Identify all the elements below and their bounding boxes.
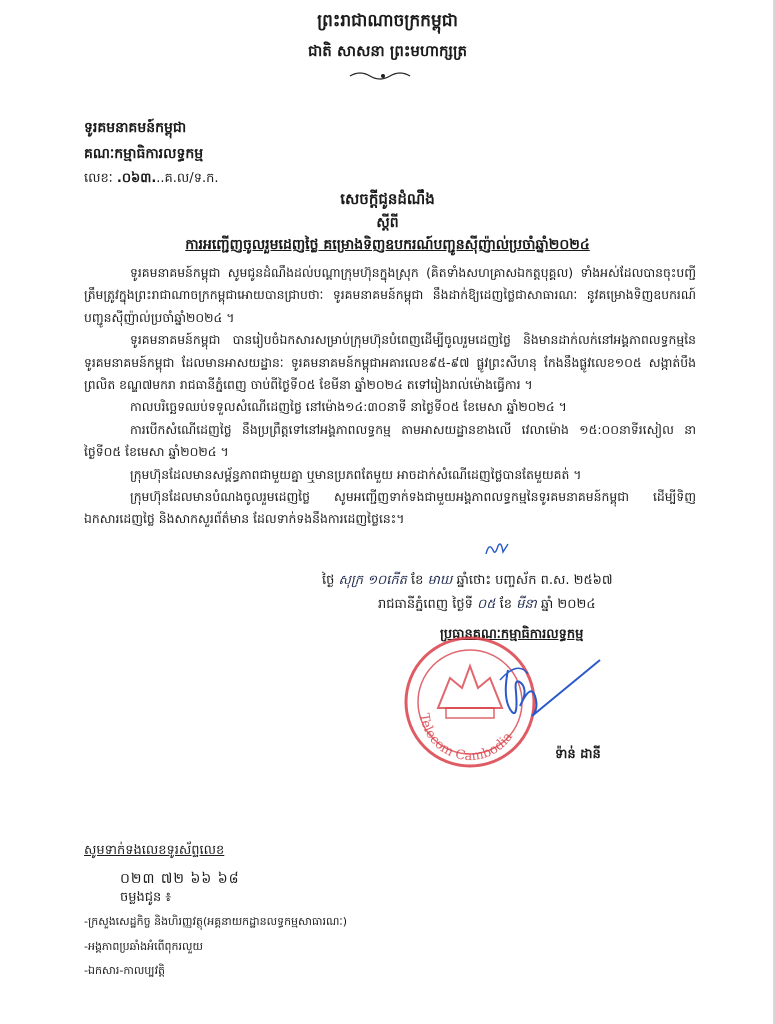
body-paragraph-5: ក្រុមហ៊ុនដែលមានសម្ព័ន្ធភាពជាមួយគ្នា ឬមានប្រភពតែមួយ អាចដាក់សំណើដេញថ្លៃបានតែមួយគត់ ។ bbox=[130, 466, 582, 482]
ornament-divider-icon bbox=[348, 70, 418, 82]
reference-label: លេខៈ bbox=[84, 171, 113, 186]
signatory-title: ប្រធានគណៈកម្មាធិការលទ្ធកម្ម bbox=[440, 627, 584, 642]
contact-label: សូមទាក់ទងលេខទូរស័ព្ទលេខ bbox=[84, 843, 225, 858]
notice-body bbox=[84, 262, 696, 531]
lunar-date: ថ្ងៃ សុក្រ ១០កើត ខែ មាឃ ឆ្នាំថោះ បញ្ចស័ក ព.ស. ២៥៦៧ bbox=[322, 573, 613, 588]
notice-subject-label: ស្តីពី bbox=[376, 215, 399, 231]
solar-month-handwritten: មីនា bbox=[516, 597, 537, 612]
signatory-name: ទ៉ាន់ ដានី bbox=[555, 747, 601, 762]
cc-label: ចម្លងជូន ៖ bbox=[120, 890, 172, 905]
body-paragraph-4: ការបើកសំណើដេញថ្លៃ នឹងប្រព្រឹត្តទៅនៅអង្គភាពលទ្ធកម្ម តាមអាសយដ្ឋានខាងលើ វេលាម៉ោង ១៥:០០នាទីរសៀល នាថ្ងៃទី០៥ ខែមេសា ឆ្នាំ២០២៤ ។ bbox=[84, 421, 696, 460]
body-paragraph-6: ក្រុមហ៊ុនដែលមានបំណងចូលរួមដេញថ្លៃ សូមអញ្ជើញទាក់ទងជាមួយអង្គភាពលទ្ធកម្មនៃទូរគមនាគមន៍កម្ពុជា ដើម្បីទិញឯកសារដេញថ្លៃ និងសាកសួរព័ត៌មាន ដែលទាក់ទងនឹងការដេញថ្លៃនេះ។ bbox=[84, 489, 696, 527]
lunar-month-handwritten: មាឃ bbox=[427, 573, 453, 588]
sender-org: ទូរគមនាគមន៍កម្ពុជា bbox=[84, 120, 187, 136]
notice-subject: ការអញ្ជើញចូលរួមដេញថ្លៃ គម្រោងទិញឧបករណ៍បញ្ជូនស៊ីញ៉ាល់ប្រចាំឆ្នាំ២០២៤ bbox=[185, 237, 590, 253]
handwritten-signature-icon bbox=[488, 640, 608, 740]
reference-suffix: ..គ.ល/ទ.ក. bbox=[156, 171, 219, 186]
lunar-num-handwritten: ១០កើត bbox=[367, 573, 407, 588]
body-paragraph-1: ទូរគមនាគមន៍កម្ពុជា សូមជូនដំណឹងដល់បណ្តាក្រុមហ៊ុនក្នុងស្រុក (គិតទាំងសហគ្រាសឯកត្តបុគ្គល) ទាំងអស់ដែលបានចុះបញ្ជីត្រឹមត្រូវក្នុងព្រះរាជាណាចក្រកម្ពុជាអោយបានជ្រាបថាៈ ទូរគមនាគមន៍កម្ពុជា នឹងដាក់ឱ្យដេញថ្លៃជាសាធារណៈ នូវគម្រោងទិញឧបករណ៍បញ្ជូនស៊ីញ៉ាល់ប្រចាំឆ្នាំ២០២៤ ។ bbox=[84, 265, 696, 325]
notice-title: សេចក្តីជូនដំណឹង bbox=[340, 190, 435, 208]
solar-date: រាជធានីភ្នំពេញ ថ្ងៃទី ០៥ ខែ មីនា ឆ្នាំ ២០២៤ bbox=[378, 597, 596, 612]
motto-line-2: ជាតិ សាសនា ព្រះមហាក្សត្រ bbox=[308, 42, 467, 60]
contact-phone: ០២៣ ៧២ ៦៦ ៦៨ bbox=[120, 871, 240, 887]
lunar-day-handwritten: សុក្រ bbox=[338, 573, 364, 588]
cc-recipient-2: -អង្គភាពប្រឆាំងអំពើពុករលួយ bbox=[84, 940, 203, 953]
solar-day-handwritten: ០៥ bbox=[477, 597, 496, 612]
reference-number bbox=[84, 170, 218, 189]
motto-line-1: ព្រះរាជាណាចក្រកម្ពុជា bbox=[317, 11, 458, 31]
sender-committee: គណៈកម្មាធិការលទ្ធកម្ម bbox=[84, 146, 204, 162]
initial-mark-icon bbox=[483, 538, 511, 560]
cc-recipient-1: -ក្រសួងសេដ្ឋកិច្ច និងហិរញ្ញវត្ថុ(អគ្គនាយកដ្ឋានលទ្ធកម្មសាធារណៈ) bbox=[84, 915, 348, 928]
reference-value: .០៦៣. bbox=[116, 171, 157, 186]
body-paragraph-3: កាលបរិច្ឆេទឈប់ទទួលសំណើដេញថ្លៃ នៅម៉ោង១៤:៣០នាទី នាថ្ងៃទី០៥ ខែមេសា ឆ្នាំ២០២៤ ។ bbox=[130, 399, 567, 415]
cc-recipient-3: -ឯកសារ-កាលប្បវត្តិ bbox=[84, 964, 166, 977]
seal-text: Telecom Cambodia bbox=[416, 712, 516, 765]
body-paragraph-2: ទូរគមនាគមន៍កម្ពុជា បានរៀបចំឯកសារសម្រាប់ក្រុមហ៊ុនបំពេញដើម្បីចូលរួមដេញថ្លៃ និងមានដាក់លក់នៅអង្គភាពលទ្ធកម្មនៃទូរគមនាគមន៍កម្ពុជា ដែលមានអាសយដ្ឋានៈ ទូរគមនាគមន៍កម្ពុជាអគារលេខ៩៥-៩៧ ផ្លូវព្រះសីហនុ កែងនឹងផ្លូវលេខ១០៥ សង្កាត់បឹងព្រលិត ខណ្ឌ៧មករា រាជធានីភ្នំពេញ ចាប់ពីថ្ងៃទី០៥ ខែមីនា ឆ្នាំ២០២៤ តទៅរៀងរាល់ម៉ោងធ្វើការ ។ bbox=[84, 332, 696, 393]
